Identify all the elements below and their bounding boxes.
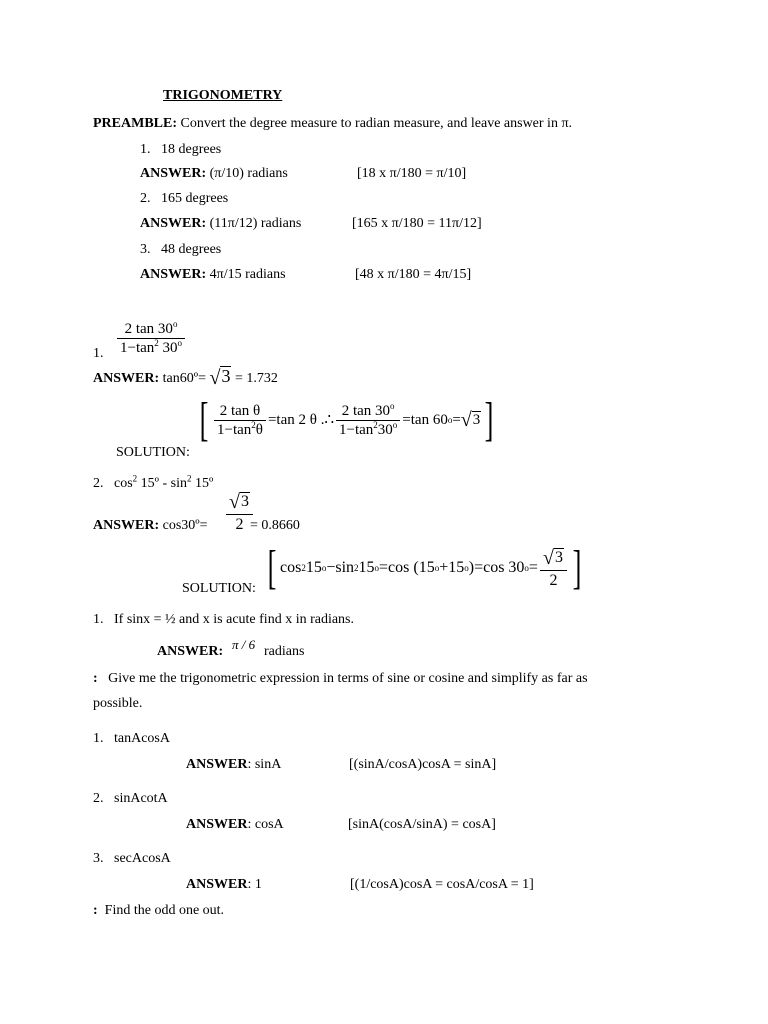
list-item: 2. $\cos^2$ 15º - $\sin^2$ 15º [93,473,214,491]
answer-work: [(sinA/cosA)cosA = sinA] [349,757,497,772]
answer-value: 4π/15 radians [206,267,286,282]
solution-label: SOLUTION: [182,581,256,596]
answer-label: ANSWER: [157,644,224,659]
list-item: 2. sinAcotA [93,791,168,806]
item-number: 2. [93,791,104,806]
answer-label: ANSWER: [140,166,207,181]
sqrt-symbol: √3 [460,409,481,431]
answer-label: ANSWER [186,877,248,892]
list-item: 3. secAcosA [93,851,171,866]
item-text: 18 degrees [161,142,222,157]
answer-work: [(1/cosA)cosA = cosA/cosA = 1] [350,877,534,892]
list-item [140,142,221,159]
answer-value: radians [264,644,305,659]
list-item [140,242,221,259]
answer-value: = 0.8660 [250,518,300,533]
item-text: 48 degrees [161,242,222,257]
answer-label: ANSWER [186,757,248,772]
item-text: 165 degrees [161,191,229,206]
answer-label: ANSWER: [93,371,160,386]
preamble-text: Convert the degree measure to radian measure, and leave answer in π. [177,116,573,131]
instruction-continued: possible. [93,696,143,711]
answer-work: [48 x π/180 = 4π/15] [355,267,472,282]
item-number: 3. [93,851,104,866]
list-item: 1. tanAcosA [93,731,170,746]
answer-line: ANSWER: cosA [186,817,284,832]
answer-line: ANSWER: cos30º= [93,518,208,533]
answer-label: ANSWER: [140,267,207,282]
q2-fraction: $\frac{√3}{2}$ [224,490,255,534]
answer-line [140,166,288,183]
instruction: : Give me the trigonometric expression in terms of sine or cosine and simplify as far as [93,671,588,686]
answer-line [140,267,286,284]
page-title: TRIGONOMETRY [163,88,283,103]
answer-math: π / 6 [232,637,256,652]
item-number: 1. [140,142,151,157]
odd-one-out: : Find the odd one out. [93,903,225,918]
item-number: 2. [93,476,104,491]
answer-line: ANSWER: sinA [186,757,282,772]
q2-solution-equation: [ cos 2 15 o −sin 2 15 o =cos ( 15 o +15 o ) =cos 30 o = $\frac{√3}{2}$ ] [267,541,582,594]
answer-line: ANSWER: tan60º= √3 = 1.732 [93,366,278,389]
answer-value: (11π/12) radians [206,216,302,231]
question-number: 1. [93,346,104,361]
q1-solution-equation: [ $\frac{\text{2 tan θ}}{1-\tan^2\theta}$ =tan 2 θ .∴ $\frac{2 \tan 30^o}{1-\tan^230^o}$ =tan 60 o = √3 ] [199,393,494,446]
answer-line [157,644,223,661]
answer-label: ANSWER: [93,518,160,533]
item-text: If sinx = ½ and x is acute find x in radians. [114,612,355,627]
item-number: 3. [140,242,151,257]
preamble [93,116,572,133]
answer-value: (π/10) radians [206,166,288,181]
sqrt-symbol: √3 [229,491,249,513]
answer-line: ANSWER: 1 [186,877,262,892]
answer-work: [18 x π/180 = π/10] [357,166,467,181]
list-item [93,612,354,629]
solution-label: SOLUTION: [116,445,190,460]
item-number: 1. [93,731,104,746]
answer-work: [sinA(cosA/sinA) = cosA] [348,817,496,832]
preamble-label: PREAMBLE: [93,116,177,131]
sqrt-symbol: √3 [542,546,563,569]
answer-line [140,216,301,233]
item-number: 2. [140,191,151,206]
item-number: 1. [93,612,104,627]
sqrt-symbol: √3 [209,366,231,389]
answer-label: ANSWER: [140,216,207,231]
answer-work: [165 x π/180 = 11π/12] [352,216,482,231]
answer-label: ANSWER [186,817,248,832]
q1-fraction: $\frac{2 \tan 30^o}{1-\tan^2 30^o}$ [115,320,187,357]
frac-numerator: 2 tan 30 [124,321,173,337]
list-item [140,191,228,208]
